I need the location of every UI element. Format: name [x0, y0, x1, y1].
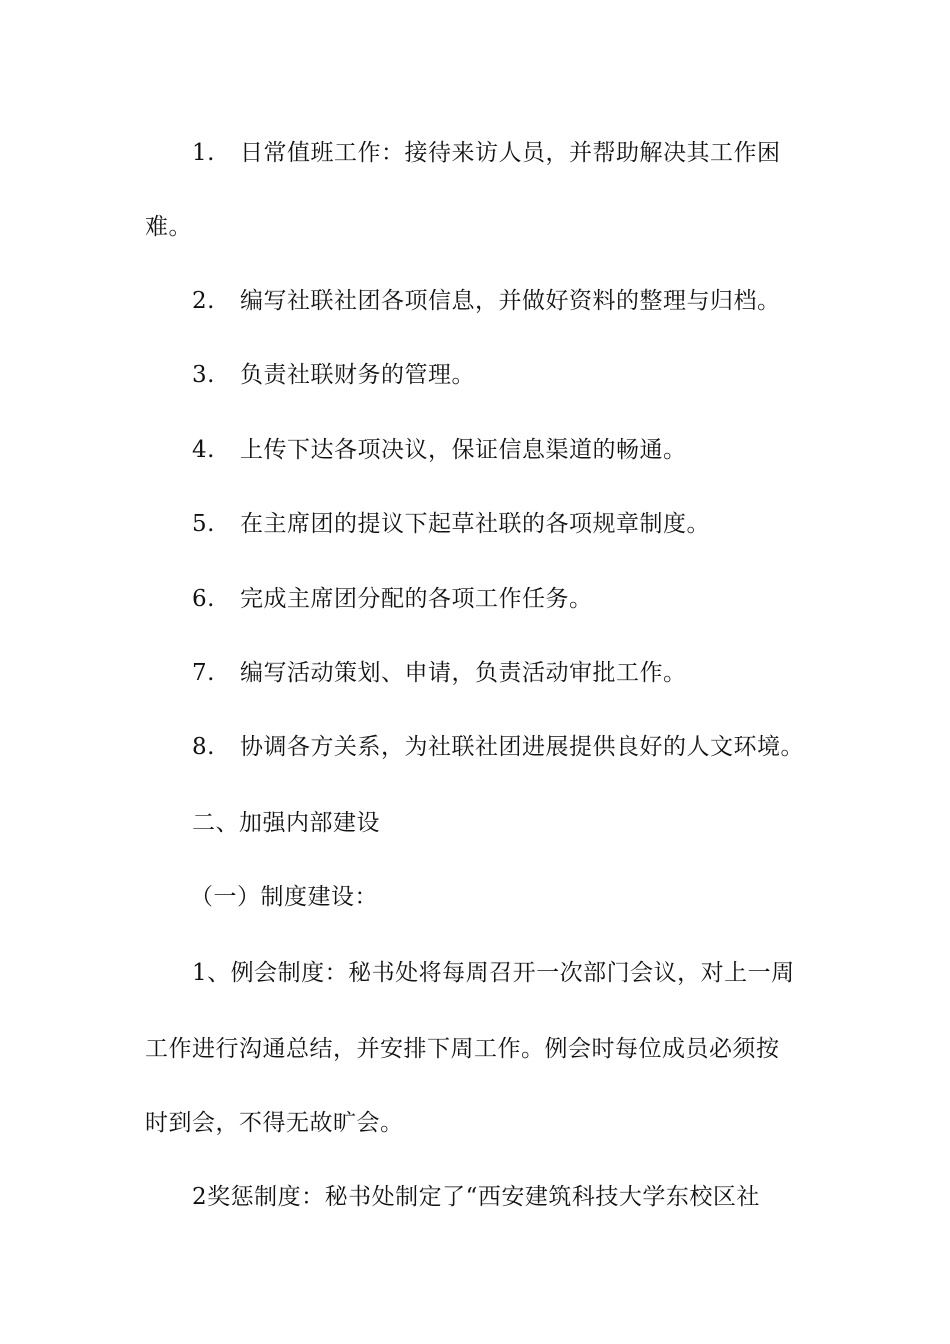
section-heading: 二、加强内部建设 [192, 810, 380, 836]
list-item-number: 2. [192, 288, 215, 314]
list-item-text: 难。 [145, 214, 192, 240]
paragraph-line: 工作进行沟通总结，并安排下周工作。例会时每位成员必须按 [145, 1036, 780, 1062]
list-item-text: 完成主席团分配的各项工作任务。 [240, 586, 593, 612]
list-item-text: 协调各方关系，为社联社团进展提供良好的人文环境。 [240, 734, 804, 760]
list-item-number: 8. [192, 734, 215, 760]
paragraph-line: 时到会，不得无故旷会。 [145, 1110, 404, 1136]
list-item-text: 上传下达各项决议，保证信息渠道的畅通。 [240, 437, 687, 463]
list-item-text: 编写活动策划、申请，负责活动审批工作。 [240, 660, 687, 686]
list-item [192, 732, 950, 762]
list-item [192, 435, 950, 465]
list-item-continuation [145, 212, 950, 242]
list-item-text: 负责社联财务的管理。 [240, 362, 475, 388]
list-item-number: 7. [192, 660, 215, 686]
list-item-number: 3. [192, 362, 215, 388]
list-item [192, 286, 950, 316]
list-item [192, 360, 950, 390]
list-item-number: 4. [192, 437, 215, 463]
list-item-number: 1. [192, 140, 215, 166]
list-item-text: 编写社联社团各项信息，并做好资料的整理与归档。 [240, 288, 781, 314]
paragraph-line: 2奖惩制度：秘书处制定了“西安建筑科技大学东校区社 [192, 1184, 760, 1210]
list-item-text: 在主席团的提议下起草社联的各项规章制度。 [240, 511, 710, 537]
list-item-number: 6. [192, 586, 215, 612]
list-item [192, 138, 950, 168]
list-item [192, 584, 950, 614]
list-item-text: 日常值班工作：接待来访人员，并帮助解决其工作困 [240, 140, 781, 166]
list-item-number: 5. [192, 511, 215, 537]
subsection-heading: （一）制度建设： [190, 884, 378, 910]
list-item [192, 509, 950, 539]
paragraph-line: 1、例会制度：秘书处将每周召开一次部门会议，对上一周 [192, 960, 795, 986]
list-item [192, 658, 950, 688]
